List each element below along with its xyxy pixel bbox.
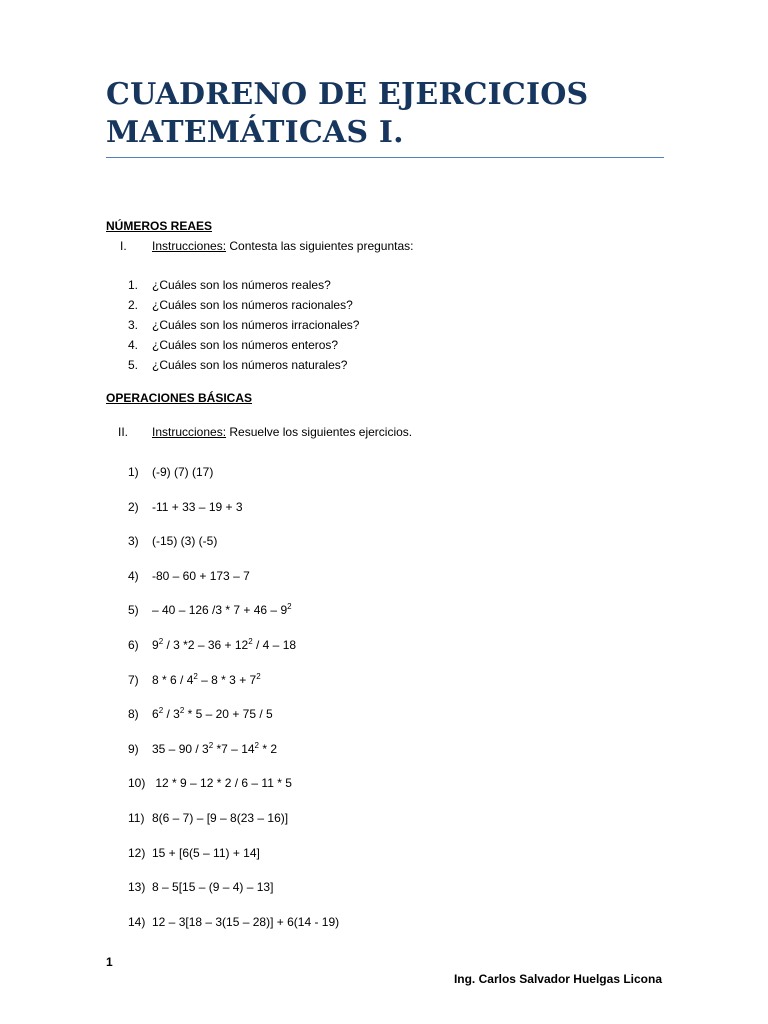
exercise-item xyxy=(128,811,339,846)
expression-text: 6 xyxy=(152,707,159,722)
title-line-1: CUADRENO DE EJERCICIOS xyxy=(106,77,589,112)
question-text: ¿Cuáles son los números racionales? xyxy=(152,298,353,312)
exercise-item xyxy=(128,500,339,535)
exercise-expression xyxy=(152,569,250,583)
exercise-expression xyxy=(152,742,277,756)
expression-text: 12 * 9 – 12 * 2 / 6 – 11 * 5 xyxy=(152,776,292,791)
exercise-number: 5) xyxy=(128,603,139,618)
exercise-expression xyxy=(152,915,339,929)
exercise-number: 4) xyxy=(128,568,139,583)
exercise-number: 2) xyxy=(128,499,139,514)
expression-text: -11 + 33 – 19 + 3 xyxy=(152,499,243,514)
question-number: 2. xyxy=(128,298,139,312)
exponent: 2 xyxy=(179,706,185,716)
expression-text: (-9) (7) (17) xyxy=(152,465,214,479)
expression-text: 8(6 – 7) – [9 – 8(23 – 16)] xyxy=(152,810,289,825)
expression-text: 9 xyxy=(152,637,159,652)
exponent: 2 xyxy=(254,740,259,750)
instructions-text: Contesta las siguientes preguntas: xyxy=(226,239,414,253)
exercise-item xyxy=(128,534,339,569)
question-text: ¿Cuáles son los números naturales? xyxy=(152,358,348,372)
exercise-expression xyxy=(152,500,243,514)
roman-numeral: I. xyxy=(120,239,127,253)
expression-text: 8 * 6 / 4 xyxy=(152,672,194,687)
section-heading-numeros-reales: NÚMEROS REAES xyxy=(106,219,213,233)
question-item xyxy=(128,278,359,298)
expression-text: *7 – 14 xyxy=(213,741,255,756)
question-item xyxy=(128,358,359,378)
exercise-expression xyxy=(152,638,296,652)
question-item xyxy=(128,298,359,318)
exponent: 2 xyxy=(158,636,164,646)
exercise-number: 8) xyxy=(128,707,139,722)
exercise-item xyxy=(128,465,339,500)
expression-text: 15 + [6(5 – 11) + 14] xyxy=(152,845,260,860)
exercise-item xyxy=(128,776,339,811)
expression-text: * 2 xyxy=(259,741,278,756)
exponent: 2 xyxy=(193,671,198,681)
question-text: ¿Cuáles son los números reales? xyxy=(152,278,331,292)
exercise-expression xyxy=(152,603,292,617)
exercise-item xyxy=(128,673,339,708)
exercise-item xyxy=(128,846,339,881)
expression-text: -80 – 60 + 173 – 7 xyxy=(152,568,250,583)
exercise-number: 10) xyxy=(128,776,146,791)
exercise-expression xyxy=(152,465,213,479)
question-text: ¿Cuáles son los números irracionales? xyxy=(152,318,360,332)
exercise-item xyxy=(128,880,339,915)
question-number: 4. xyxy=(128,338,139,352)
exercise-expression xyxy=(152,846,260,860)
exponent: 2 xyxy=(158,706,164,716)
expression-text: / 3 *2 – 36 + 12 xyxy=(163,637,249,652)
title-line-2: MATEMÁTICAS I. xyxy=(106,115,404,150)
exercise-item xyxy=(128,915,339,950)
question-number: 5. xyxy=(128,358,139,372)
expression-text: – 8 * 3 + 7 xyxy=(197,672,257,687)
exercise-expression xyxy=(152,707,273,721)
exercise-number: 11) xyxy=(128,810,145,825)
exponent: 2 xyxy=(256,671,261,681)
instructions-label: Instrucciones: xyxy=(152,425,227,439)
exercise-number: 3) xyxy=(128,534,139,549)
exercise-number: 13) xyxy=(128,880,146,895)
expression-text: * 5 – 20 + 75 / 5 xyxy=(184,707,273,722)
exercise-number: 7) xyxy=(128,672,139,687)
question-number: 1. xyxy=(128,278,139,292)
exercise-number: 14) xyxy=(128,914,146,929)
question-item xyxy=(128,318,359,338)
exercise-number: 6) xyxy=(128,637,139,652)
exercise-number: 1) xyxy=(128,465,139,479)
exponent: 2 xyxy=(248,636,253,646)
question-text: ¿Cuáles son los números enteros? xyxy=(152,338,339,352)
exponent: 2 xyxy=(208,740,214,750)
question-item xyxy=(128,338,359,358)
instructions-label: Instrucciones: xyxy=(152,239,227,253)
expression-text: – 40 – 126 /3 * 7 + 46 – 9 xyxy=(152,603,288,618)
exercise-item xyxy=(128,638,339,673)
exercise-item xyxy=(128,603,339,638)
expression-text: / 4 – 18 xyxy=(252,637,297,652)
exercise-item xyxy=(128,569,339,604)
expression-text: 12 – 3[18 – 3(15 – 28)] + 6(14 - 19) xyxy=(152,914,340,929)
exercise-expression xyxy=(152,811,288,825)
title-divider xyxy=(106,157,664,158)
footer-author: Ing. Carlos Salvador Huelgas Licona xyxy=(453,972,662,986)
exercise-expression xyxy=(152,673,261,687)
questions-list xyxy=(128,278,359,378)
question-number: 3. xyxy=(128,318,139,332)
page-number: 1 xyxy=(106,955,113,969)
exercise-item xyxy=(128,707,339,742)
expression-text: (-15) (3) (-5) xyxy=(152,534,218,549)
expression-text: 8 – 5[15 – (9 – 4) – 13] xyxy=(152,880,274,895)
instructions-text: Resuelve los siguientes ejercicios. xyxy=(226,425,413,439)
page-title xyxy=(106,76,666,152)
roman-numeral: II. xyxy=(118,425,129,439)
exercise-item xyxy=(128,742,339,777)
exercise-number: 9) xyxy=(128,741,139,756)
expression-text: / 3 xyxy=(163,707,180,722)
exercise-expression xyxy=(152,880,273,894)
expression-text: 35 – 90 / 3 xyxy=(152,741,209,756)
exercises-list xyxy=(128,465,339,949)
exercise-expression xyxy=(152,534,217,548)
exercise-number: 12) xyxy=(128,845,146,860)
exponent: 2 xyxy=(287,602,292,612)
section-heading-operaciones-basicas: OPERACIONES BÁSICAS xyxy=(106,391,253,405)
exercise-expression xyxy=(152,776,292,790)
